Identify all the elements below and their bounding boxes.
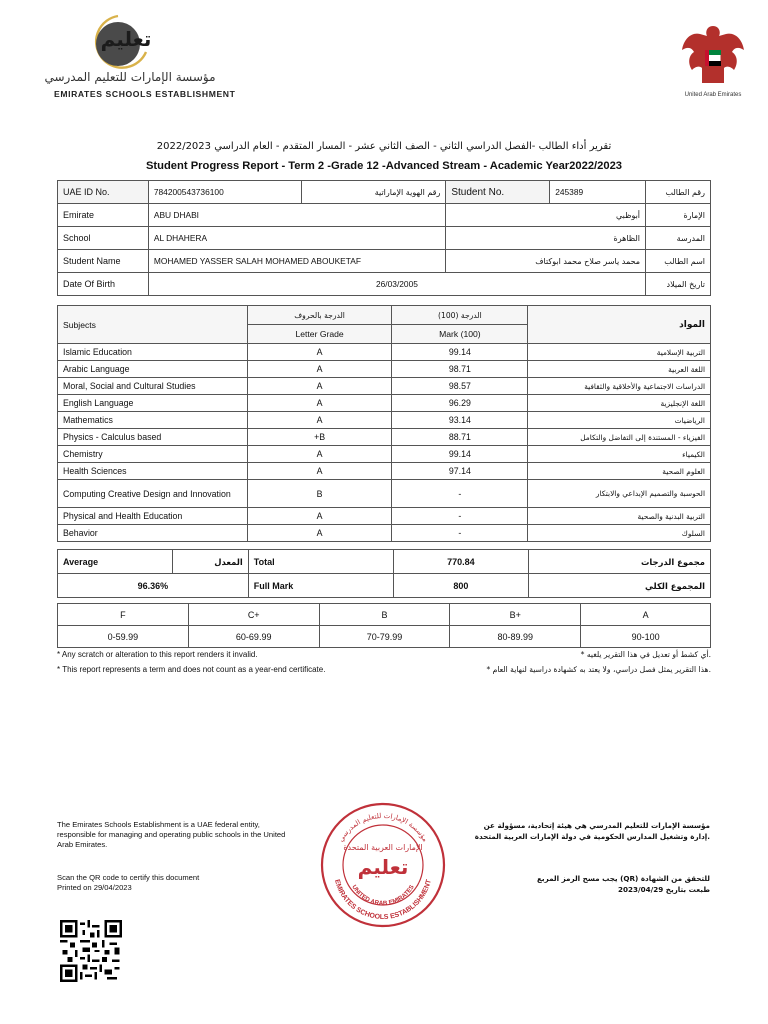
subject-name: Physics - Calculus based <box>58 429 248 446</box>
subject-name: Health Sciences <box>58 463 248 480</box>
student-info-table <box>57 180 711 296</box>
emirate-value: ABU DHABI <box>148 204 446 227</box>
grading-scale-table <box>57 603 711 648</box>
grade-row <box>58 412 711 429</box>
grade-row <box>58 429 711 446</box>
average-label: Average <box>58 550 173 574</box>
emirate-label-arabic: الإمارة <box>646 204 711 227</box>
grade-row <box>58 463 711 480</box>
grade-row <box>58 395 711 412</box>
mark-value: - <box>392 525 528 542</box>
letter-grade: A <box>247 344 392 361</box>
report-title-english: Student Progress Report - Term 2 -Grade 12 -Advanced Stream - Academic Year2022/2023 <box>145 160 623 172</box>
grade-row <box>58 525 711 542</box>
seal-bottom-text: EMIRATES SCHOOLS ESTABLISHMENT <box>333 878 433 922</box>
subject-name: Moral, Social and Cultural Studies <box>58 378 248 395</box>
letter-grade: A <box>247 463 392 480</box>
grade-row <box>58 344 711 361</box>
scale-range: 80-89.99 <box>450 626 581 648</box>
dob-value: 26/03/2005 <box>148 273 645 296</box>
subject-name-arabic: السلوك <box>528 525 711 542</box>
scale-range: 60-69.99 <box>188 626 319 648</box>
full-mark-label: Full Mark <box>248 574 393 598</box>
scale-letter: F <box>58 604 189 626</box>
subject-name: Physical and Health Education <box>58 508 248 525</box>
school-value-arabic: الظاهرة <box>446 227 646 250</box>
subject-name-arabic: الرياضيات <box>528 412 711 429</box>
average-label-arabic: المعدل <box>172 550 248 574</box>
student-no-label: Student No. <box>446 181 550 204</box>
uae-id-value: 784200543736100 <box>148 181 301 204</box>
scale-range-row <box>58 626 711 648</box>
logo-arabic-name: مؤسسة الإمارات للتعليم المدرسي <box>44 70 216 84</box>
logo-english-name: EMIRATES SCHOOLS ESTABLISHMENT <box>54 89 236 99</box>
total-label-arabic: مجموع الدرجات <box>529 550 711 574</box>
subject-name: English Language <box>58 395 248 412</box>
subject-name-arabic: الفيزياء - المستندة إلى التفاضل والتكامل <box>528 429 711 446</box>
mark-value: 99.14 <box>392 344 528 361</box>
total-row <box>58 550 711 574</box>
seal-top-text: مؤسسة الإمارات للتعليم المدرسي <box>336 811 430 844</box>
letter-grade: A <box>247 508 392 525</box>
report-title-arabic: تقرير أداء الطالب -الفصل الدراسي الثاني - الصف الثاني عشر - المسار المتقدم - العام الدراسي 2022/2023 <box>156 141 612 152</box>
grade-row <box>58 361 711 378</box>
grade-rows <box>58 344 711 542</box>
subject-name-arabic: التربية الإسلامية <box>528 344 711 361</box>
letter-grade: A <box>247 525 392 542</box>
dob-row <box>58 273 711 296</box>
scale-letter: A <box>581 604 711 626</box>
emblem-caption: United Arab Emirates <box>684 92 742 98</box>
subject-name-arabic: اللغة العربية <box>528 361 711 378</box>
mark-header-arabic: الدرجة (100) <box>392 306 528 325</box>
mark-value: 99.14 <box>392 446 528 463</box>
total-label: Total <box>248 550 393 574</box>
printed-date: Printed on 29/04/2023 <box>57 883 132 892</box>
logo-mark <box>88 12 156 70</box>
subjects-header-arabic: المواد <box>528 306 711 344</box>
scale-letter: C+ <box>188 604 319 626</box>
scan-text-arabic: يجب مسح الرمز المربع (QR) للتحقق من الشهادة <box>537 874 710 883</box>
letter-grade: A <box>247 412 392 429</box>
student-no-value: 245389 <box>550 181 646 204</box>
qr-code-icon[interactable] <box>60 920 122 982</box>
subject-name-arabic: اللغة الإنجليزية <box>528 395 711 412</box>
subject-name-arabic: الكيمياء <box>528 446 711 463</box>
subjects-header: Subjects <box>58 306 248 344</box>
subject-name: Islamic Education <box>58 344 248 361</box>
letter-grade-header: Letter Grade <box>247 325 392 344</box>
mark-header: Mark (100) <box>392 325 528 344</box>
mark-value: 98.57 <box>392 378 528 395</box>
full-mark-row <box>58 574 711 598</box>
emirate-row <box>58 204 711 227</box>
school-row <box>58 227 711 250</box>
mark-value: 88.71 <box>392 429 528 446</box>
letter-grade: +B <box>247 429 392 446</box>
school-value: AL DHAHERA <box>148 227 446 250</box>
full-mark-label-arabic: المجموع الكلي <box>529 574 711 598</box>
grades-header-row <box>58 306 711 325</box>
letter-grade-header-arabic: الدرجة بالحروف <box>247 306 392 325</box>
grade-row <box>58 378 711 395</box>
mark-value: 93.14 <box>392 412 528 429</box>
subject-name: Mathematics <box>58 412 248 429</box>
letter-grade: A <box>247 395 392 412</box>
scale-letter: B <box>319 604 450 626</box>
letter-grade: B <box>247 480 392 508</box>
full-mark-value: 800 <box>393 574 529 598</box>
student-name-label-arabic: اسم الطالب <box>646 250 711 273</box>
letter-grade: A <box>247 361 392 378</box>
seal-country-text: UNITED ARAB EMIRATES <box>350 883 416 908</box>
subject-name-arabic: العلوم الصحية <box>528 463 711 480</box>
dob-label: Date Of Birth <box>58 273 149 296</box>
student-no-label-arabic: رقم الطالب <box>646 181 711 204</box>
letter-grade: A <box>247 378 392 395</box>
school-label-arabic: المدرسة <box>646 227 711 250</box>
footer-about-arabic: مؤسسة الإمارات للتعليم المدرسي هي هيئة إتحادية، مسؤولة عن إدارة وتشغيل المدارس الحكومية في دولة الإمارات العربية المتحدة. <box>474 821 710 841</box>
logo-mark-text: تعليم <box>100 27 152 51</box>
scan-text: Scan the QR code to certify this document <box>57 873 200 882</box>
grade-row <box>58 446 711 463</box>
printed-date-arabic: طبعت بتاريخ 2023/04/29 <box>618 885 710 894</box>
uae-id-label-arabic: رقم الهوية الإماراتية <box>301 181 446 204</box>
scan-instructions-english <box>57 873 287 893</box>
scale-range: 0-59.99 <box>58 626 189 648</box>
note-invalid-arabic: * أي كشط أو تعديل في هذا التقرير يلغيه. <box>580 650 711 659</box>
subject-name-arabic: التربية البدنية والصحية <box>528 508 711 525</box>
student-name-label: Student Name <box>58 250 149 273</box>
emirate-label: Emirate <box>58 204 149 227</box>
total-value: 770.84 <box>393 550 529 574</box>
average-value: 96.36% <box>58 574 249 598</box>
subject-name: Computing Creative Design and Innovation <box>58 480 248 508</box>
subject-name: Behavior <box>58 525 248 542</box>
grade-row <box>58 508 711 525</box>
mark-value: - <box>392 508 528 525</box>
mark-value: 97.14 <box>392 463 528 480</box>
note-term-english: * This report represents a term and does not count as a year-end certificate. <box>57 665 326 674</box>
grades-table <box>57 305 711 542</box>
scale-letter: B+ <box>450 604 581 626</box>
note-invalid-english: * Any scratch or alteration to this report renders it invalid. <box>57 650 258 659</box>
seal-center-text: تعليم <box>357 855 409 879</box>
summary-table <box>57 549 711 598</box>
seal-mid-text: الإمارات العربية المتحدة <box>343 843 423 852</box>
footer-about-english: The Emirates Schools Establishment is a UAE federal entity, responsible for managing and operating public schools in the United Arab Emirates. <box>57 820 286 849</box>
subject-name: Arabic Language <box>58 361 248 378</box>
subject-name-arabic: الحوسبة والتصميم الإبداعي والابتكار <box>528 480 711 508</box>
subject-name: Chemistry <box>58 446 248 463</box>
official-seal <box>318 800 448 930</box>
scale-range: 70-79.99 <box>319 626 450 648</box>
mark-value: 96.29 <box>392 395 528 412</box>
uae-id-label: UAE ID No. <box>58 181 149 204</box>
dob-label-arabic: تاريخ الميلاد <box>646 273 711 296</box>
school-label: School <box>58 227 149 250</box>
mark-value: - <box>392 480 528 508</box>
note-term-arabic: * هذا التقرير يمثل فصل دراسي، ولا يعتد به كشهادة دراسية لنهاية العام. <box>486 665 711 674</box>
grade-row <box>58 480 711 508</box>
student-name-value: MOHAMED YASSER SALAH MOHAMED ABOUKETAF <box>148 250 446 273</box>
emirate-value-arabic: أبوظبي <box>446 204 646 227</box>
scale-letter-row <box>58 604 711 626</box>
scale-range: 90-100 <box>581 626 711 648</box>
uae-emblem-icon <box>678 20 748 90</box>
student-name-value-arabic: محمد ياسر صلاح محمد ابوكتاف <box>446 250 646 273</box>
uae-id-row <box>58 181 711 204</box>
student-name-row <box>58 250 711 273</box>
scan-instructions-arabic <box>470 873 710 895</box>
subject-name-arabic: الدراسات الاجتماعية والأخلاقية والثقافية <box>528 378 711 395</box>
letter-grade: A <box>247 446 392 463</box>
mark-value: 98.71 <box>392 361 528 378</box>
